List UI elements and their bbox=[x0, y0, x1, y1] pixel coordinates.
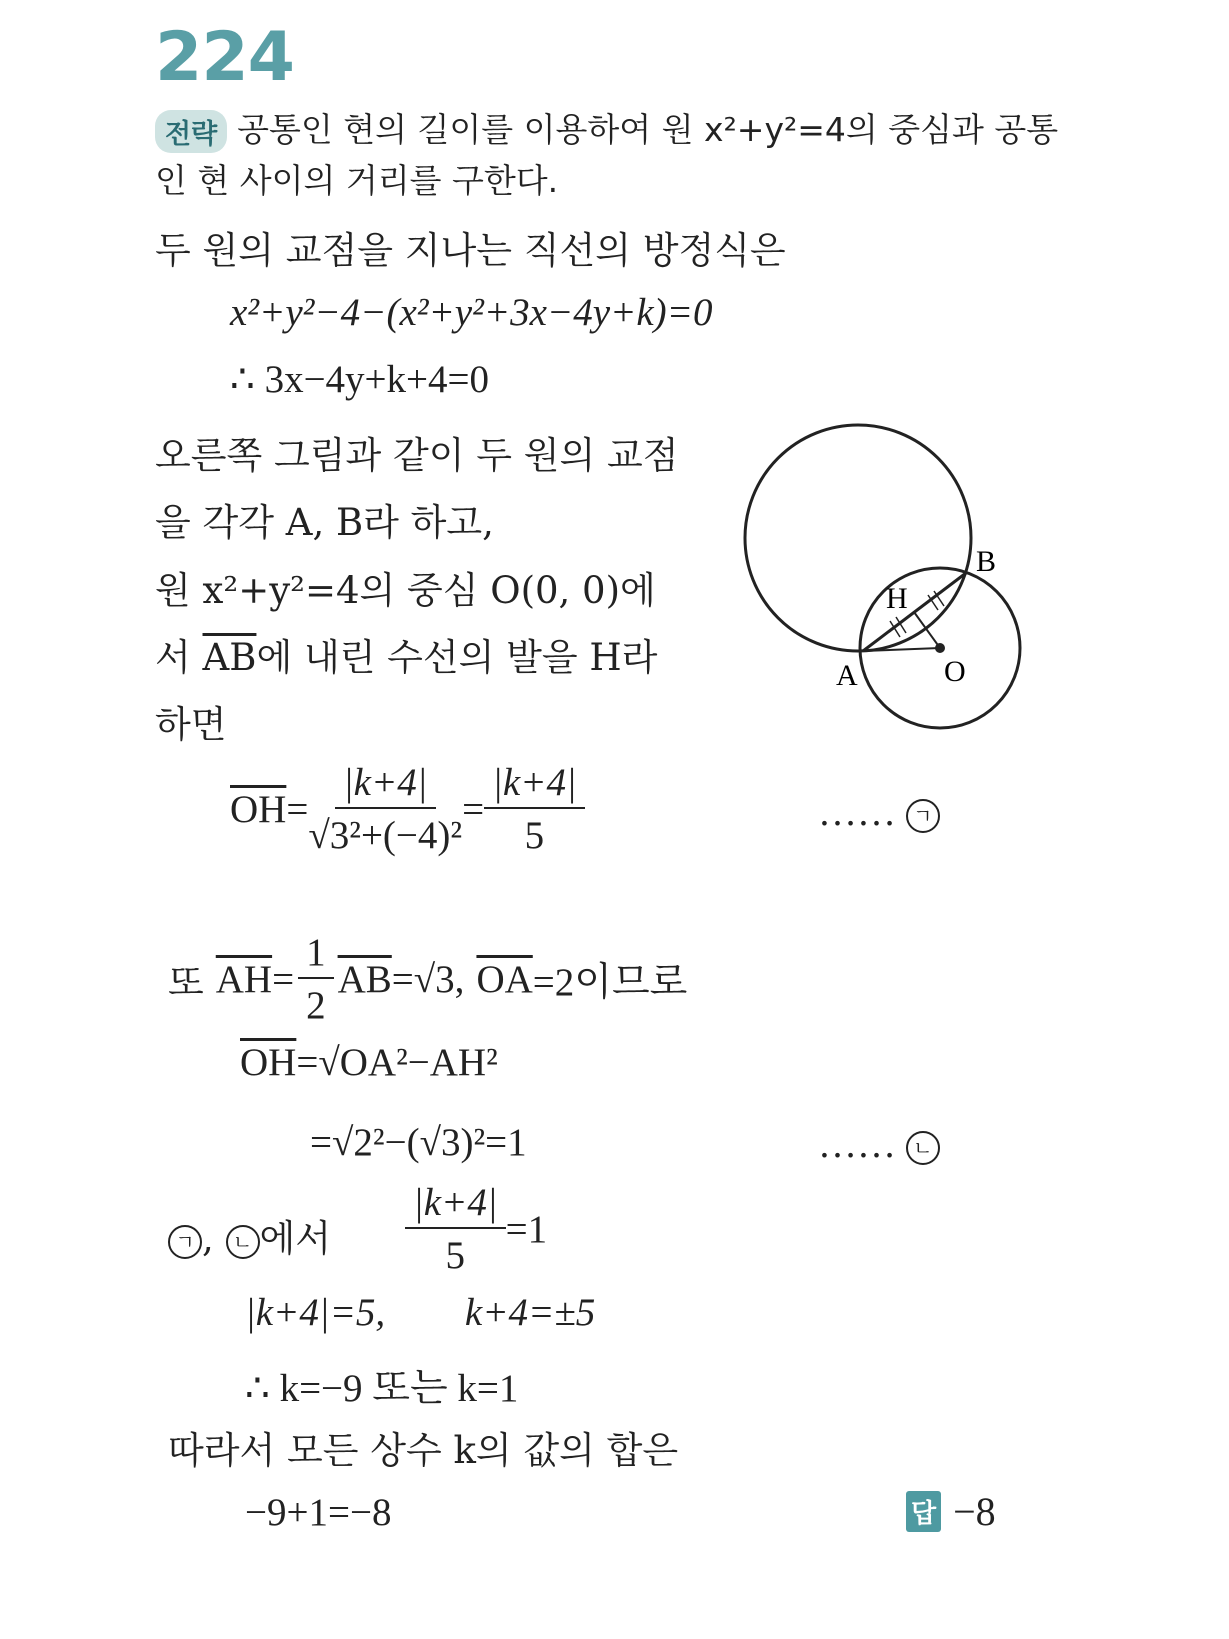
dots-1: …… bbox=[818, 791, 896, 834]
oh-fraction-2 bbox=[484, 760, 585, 858]
label-a: A bbox=[836, 659, 858, 692]
oh-fraction-1 bbox=[308, 760, 462, 858]
circled-mark-2: ㄴ bbox=[906, 1131, 940, 1165]
segment-oa: $\overline{OA}$ bbox=[476, 957, 533, 1001]
oh3-equation: =√2²−(√3)²=1 bbox=[310, 1121, 527, 1164]
marker-1 bbox=[818, 790, 940, 835]
solution-line-7: 따라서 모든 상수 k의 값의 합은 bbox=[168, 1429, 679, 1472]
marker-2 bbox=[818, 1122, 940, 1167]
equation-5: −9+1=−8 bbox=[245, 1491, 392, 1534]
half-fraction bbox=[298, 930, 334, 1028]
ref-mark-1: ㄱ bbox=[168, 1225, 202, 1259]
oa-value: =2이므로 bbox=[532, 961, 688, 1004]
label-o: O bbox=[944, 655, 966, 688]
solution-line-3: 을 각각 A, B라 하고, bbox=[155, 501, 494, 544]
segment-ab: $\overline{AB}$ bbox=[202, 636, 257, 679]
problem-number: 224 bbox=[155, 18, 294, 97]
strategy-text-1: 공통인 현의 길이를 이용하여 원 x²+y²=4의 중심과 공통 bbox=[237, 110, 1059, 149]
equation-3a: |k+4|=5, bbox=[245, 1291, 386, 1334]
circle-figure bbox=[730, 415, 1040, 745]
final-num: |k+4| bbox=[405, 1180, 506, 1229]
line5-part-c: 에 내린 수선의 발을 H라 bbox=[256, 636, 658, 679]
ref-mark-2: ㄴ bbox=[226, 1225, 260, 1259]
dots-2: …… bbox=[818, 1123, 896, 1166]
oh-num-1: |k+4| bbox=[335, 760, 436, 809]
also-word: 또 bbox=[168, 963, 204, 1004]
oh-equation bbox=[230, 760, 585, 858]
label-h: H bbox=[886, 582, 908, 615]
oh-num-2: |k+4| bbox=[484, 760, 585, 809]
from-text: 에서 bbox=[259, 1217, 332, 1260]
strategy-tag: 전략 bbox=[155, 110, 227, 153]
solution-line-6: 하면 bbox=[155, 703, 227, 746]
strategy-line-1 bbox=[155, 104, 1058, 153]
final-den: 5 bbox=[445, 1234, 466, 1277]
solution-line-2: 오른쪽 그림과 같이 두 원의 교점 bbox=[155, 434, 679, 477]
equals-2: = bbox=[462, 787, 485, 831]
strategy-line-2: 인 현 사이의 거리를 구한다. bbox=[155, 161, 559, 200]
oh-den-1: √3²+(−4)² bbox=[308, 814, 463, 857]
final-rhs: =1 bbox=[505, 1207, 548, 1251]
solution-line-4: 원 x²+y²=4의 중심 O(0, 0)에 bbox=[155, 569, 656, 612]
equation-4: ∴ k=−9 또는 k=1 bbox=[245, 1367, 519, 1410]
segment-oh bbox=[914, 612, 940, 648]
oh-den-2: 5 bbox=[524, 814, 545, 857]
answer bbox=[906, 1488, 996, 1535]
oh2-equation bbox=[240, 1040, 498, 1085]
oh2-rhs: =√OA²−AH² bbox=[296, 1041, 498, 1084]
answer-value: −8 bbox=[953, 1489, 996, 1534]
oh-lhs: $\overline{OH}$ bbox=[230, 787, 287, 831]
equals-3: = bbox=[272, 957, 295, 1001]
center-point-o bbox=[935, 643, 945, 653]
equation-3b: k+4=±5 bbox=[464, 1291, 596, 1334]
equation-2: ∴ 3x−4y+k+4=0 bbox=[230, 358, 490, 401]
segment-ab-2: $\overline{AB}$ bbox=[337, 957, 392, 1001]
solution-line-5 bbox=[155, 627, 657, 681]
half-den: 2 bbox=[306, 984, 326, 1027]
line5-part-a: 서 bbox=[155, 636, 191, 679]
final-fraction-eq bbox=[405, 1180, 547, 1278]
sqrt3: =√3, bbox=[391, 957, 465, 1001]
ah-line bbox=[168, 930, 687, 1028]
equation-1: x²+y²−4−(x²+y²+3x−4y+k)=0 bbox=[230, 291, 713, 334]
answer-label: 답 bbox=[906, 1491, 941, 1532]
segment-ah: $\overline{AH}$ bbox=[215, 957, 273, 1001]
circled-mark-1: ㄱ bbox=[906, 799, 940, 833]
equation-3 bbox=[245, 1290, 595, 1335]
solution-line-1: 두 원의 교점을 지나는 직선의 방정식은 bbox=[155, 229, 786, 272]
half-num: 1 bbox=[298, 930, 334, 979]
final-fraction bbox=[405, 1180, 506, 1278]
equals-1: = bbox=[286, 787, 309, 831]
label-b: B bbox=[976, 545, 997, 578]
oh2-lhs: $\overline{OH}$ bbox=[240, 1041, 297, 1084]
from-line: ㄱ , ㄴ 에서 bbox=[168, 1208, 331, 1262]
large-circle bbox=[745, 425, 971, 651]
